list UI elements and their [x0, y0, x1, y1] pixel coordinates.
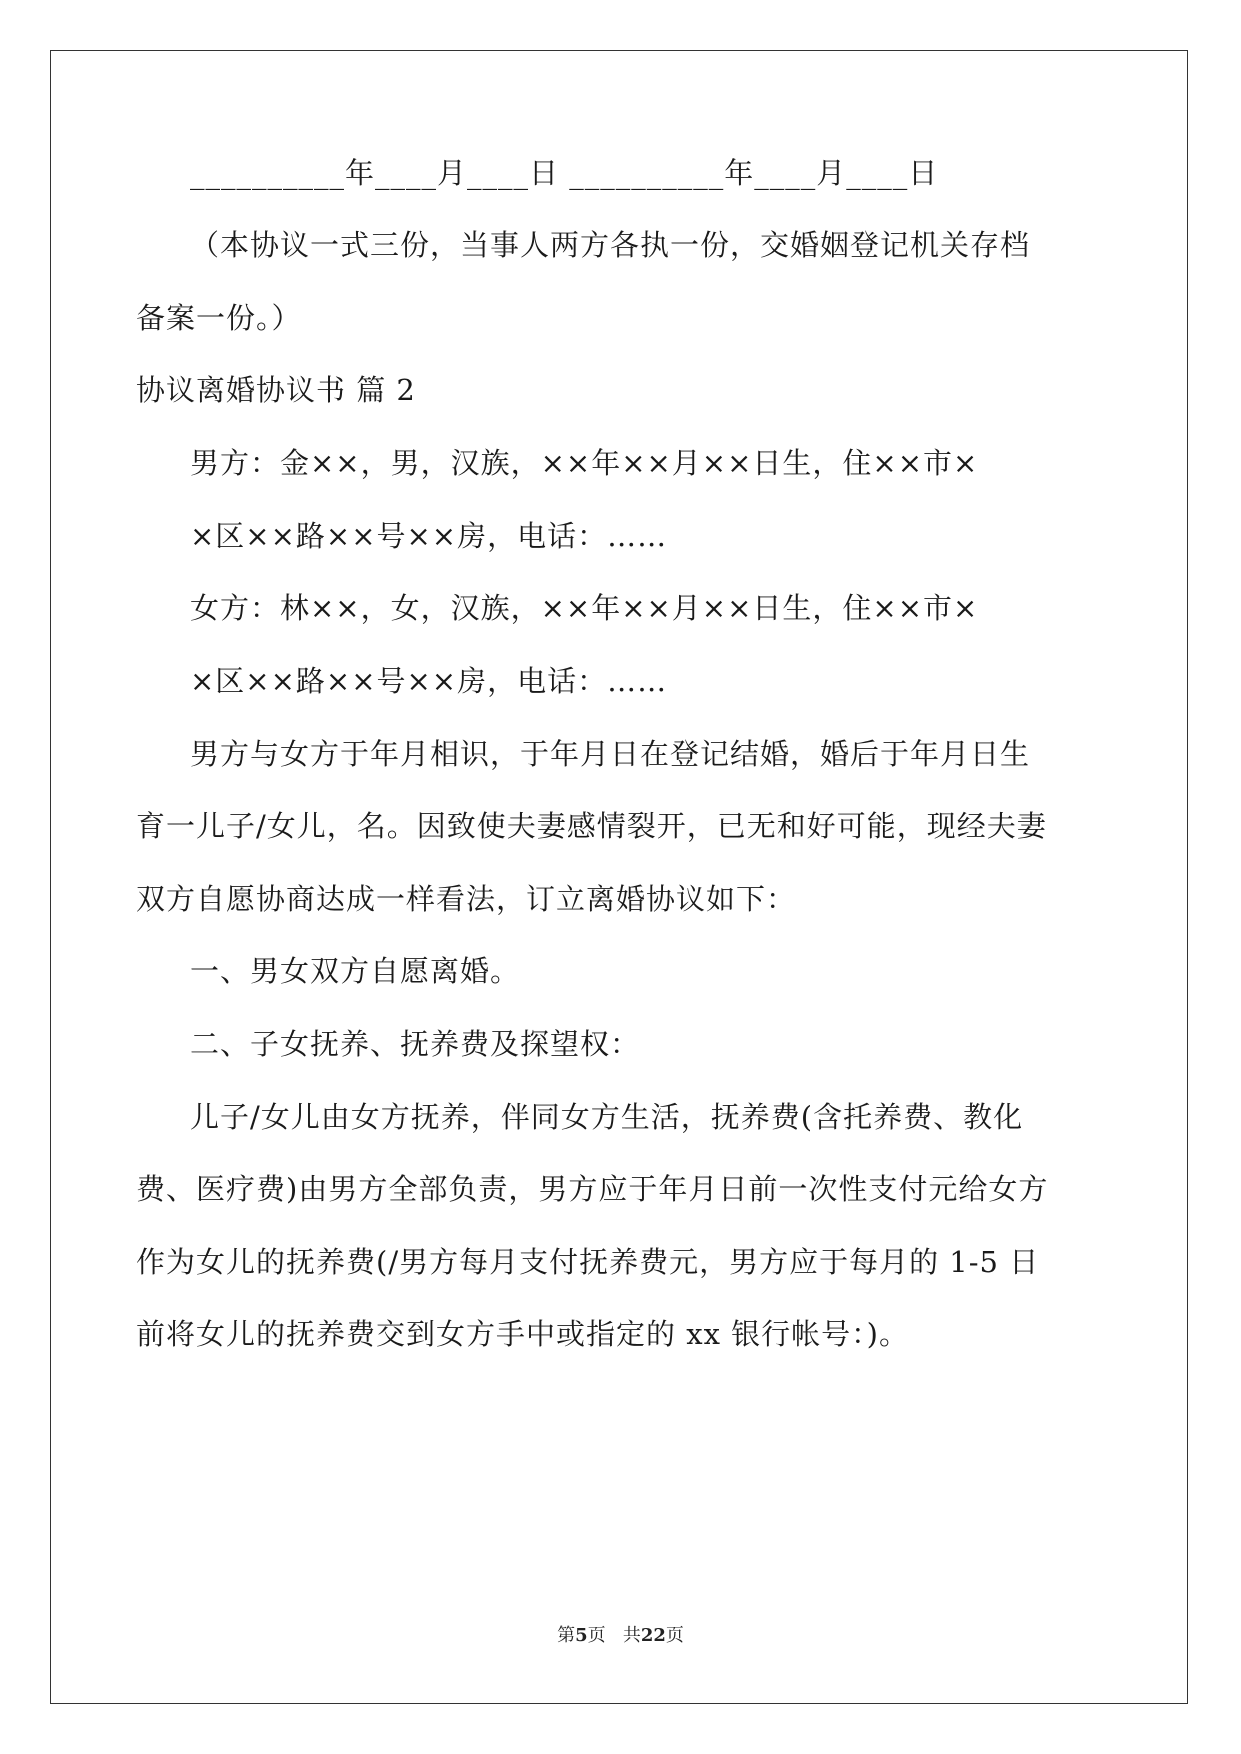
- paragraph-line: 双方自愿协商达成一样看法，订立离婚协议如下：: [136, 882, 797, 916]
- footer-total-unit: 页: [665, 1625, 684, 1646]
- page-border: [50, 50, 1188, 1704]
- paragraph-line: 备案一份。）: [136, 301, 302, 335]
- footer-page-unit: 页: [587, 1625, 606, 1646]
- section-heading: 协议离婚协议书 篇 2: [136, 373, 416, 407]
- clause-heading: 一、男女双方自愿离婚。: [190, 954, 521, 988]
- footer-total-prefix: 共: [622, 1625, 641, 1646]
- page-footer: [0, 1624, 1241, 1648]
- signature-date-line: __________年____月____日 __________年____月____日: [190, 156, 939, 190]
- paragraph-line: 男方：金××，男，汉族，××年××月××日生，住××市×: [190, 446, 979, 480]
- clause-heading: 二、子女抚养、抚养费及探望权：: [190, 1027, 641, 1061]
- total-page-count: 22: [640, 1625, 666, 1646]
- paragraph-line: 前将女儿的抚养费交到女方手中或指定的 xx 银行帐号：)。: [136, 1317, 909, 1351]
- paragraph-line: 育一儿子/女儿，名。因致使夫妻感情裂开，已无和好可能，现经夫妻: [136, 809, 1047, 843]
- current-page-number: 5: [575, 1625, 588, 1646]
- paragraph-line: 女方：林××，女，汉族，××年××月××日生，住××市×: [190, 591, 979, 625]
- paragraph-line: 男方与女方于年月相识，于年月日在登记结婚，婚后于年月日生: [190, 737, 1031, 771]
- paragraph-line: 费、医疗费)由男方全部负责，男方应于年月日前一次性支付元给女方: [136, 1172, 1049, 1206]
- paragraph-line: ×区××路××号××房，电话：……: [190, 519, 668, 553]
- footer-prefix: 第: [557, 1625, 576, 1646]
- paragraph-line: ×区××路××号××房，电话：……: [190, 664, 668, 698]
- paragraph-line: 儿子/女儿由女方抚养，伴同女方生活，抚养费(含托养费、教化: [190, 1100, 1024, 1134]
- paragraph-line: 作为女儿的抚养费(/男方每月支付抚养费元，男方应于每月的 1-5 日: [136, 1245, 1040, 1279]
- paragraph-line: （本协议一式三份，当事人两方各执一份，交婚姻登记机关存档: [190, 228, 1031, 262]
